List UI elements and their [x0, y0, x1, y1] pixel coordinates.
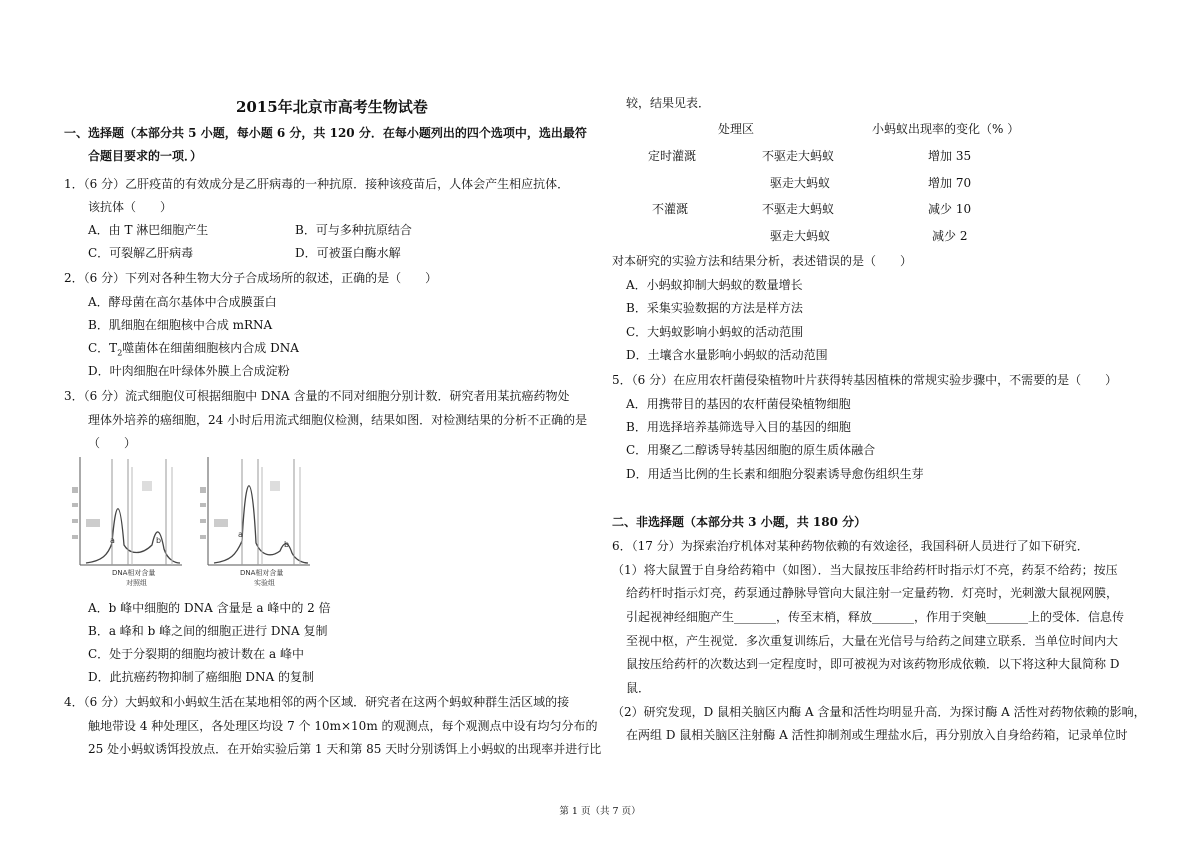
q4-option-c: C．大蚂蚁影响小蚂蚁的活动范围	[626, 325, 804, 339]
q3-option-c: C．处于分裂期的细胞均被计数在 a 峰中	[88, 647, 304, 661]
svg-text:a: a	[238, 530, 243, 539]
q6-part2-line: （2）研究发现，D 鼠相关脑区内酶 A 含量和活性均明显升高．为探讨酶 A 活性对药物依赖的影响，	[612, 705, 1146, 719]
page-title: 2015年北京市高考生物试卷	[236, 98, 428, 116]
q5-option-a: A．用携带目的基因的农杆菌侵染植物细胞	[626, 397, 851, 411]
q1-option-d: D．可被蛋白酶水解	[295, 246, 401, 260]
q4-option-b: B．采集实验数据的方法是样方法	[626, 301, 803, 315]
q6-part2-line: 在两组 D 鼠相关脑区注射酶 A 活性抑制剂或生理盐水后，再分别放入自身给药箱，记录单位时	[626, 728, 1128, 742]
table-row-group: 定时灌溉	[648, 149, 697, 163]
q2-option-c: C．$T_2$噬菌体在细菌细胞核内合成 DNA	[88, 341, 299, 358]
control-x-label: DNA相对含量	[112, 569, 156, 577]
q3-stem-cont: 理体外培养的癌细胞，24 小时后用流式细胞仪检测，结果如图．对检测结果的分析不正确的是	[88, 413, 588, 427]
q6-part1-line: 给药杆时指示灯亮，药泵通过静脉导管向大鼠注射一定量药物．灯亮时，光刺激大鼠视网膜，	[626, 586, 1119, 600]
q5-option-d: D．用适当比例的生长素和细胞分裂素诱导愈伤组织生芽	[626, 467, 924, 481]
section1-heading: 一、选择题（本部分共 5 小题，每小题 6 分，共 120 分．在每小题列出的四个选项中，选出最符	[64, 126, 587, 140]
section2-heading: 二、非选择题（本部分共 3 小题，共 180 分）	[612, 515, 867, 529]
q6-part1-line: 鼠按压给药杆的次数达到一定程度时，即可被视为对该药物形成依赖．以下将这种大鼠简称 D	[626, 657, 1120, 671]
table-row-change: 减少 2	[932, 229, 968, 243]
q6-part1-line: （1）将大鼠置于自身给药箱中（如图）．当大鼠按压非给药杆时指示灯不亮，药泵不给药；按压	[612, 563, 1118, 577]
table-row-treatment: 不驱走大蚂蚁	[762, 149, 835, 163]
table-row-change: 增加 35	[928, 149, 972, 163]
q5-option-b: B．用选择培养基筛选导入目的基因的细胞	[626, 420, 851, 434]
q6-part1-line: 鼠．	[626, 681, 651, 695]
table-row-change: 增加 70	[928, 176, 972, 190]
svg-text:b: b	[284, 540, 290, 549]
q6-stem: 6．（17 分）为探索治疗机体对某种药物依赖的有效途径，我国科研人员进行了如下研究．	[612, 539, 1089, 553]
q1-option-a: A．由 T 淋巴细胞产生	[88, 223, 209, 237]
q3-stem-cont2: （ ）	[88, 436, 137, 450]
q4-stem: 4．（6 分）大蚂蚁和小蚂蚁生活在某地相邻的两个区域．研究者在这两个蚂蚁种群生活区域的接	[64, 695, 570, 709]
table-row-treatment: 驱走大蚂蚁	[770, 229, 831, 243]
q3-stem: 3．（6 分）流式细胞仪可根据细胞中 DNA 含量的不同对细胞分别计数．研究者用某抗癌药物处	[64, 389, 570, 403]
q4-option-d: D．土壤含水量影响小蚂蚁的活动范围	[626, 348, 828, 362]
q2-stem: 2．（6 分）下列对各种生物大分子合成场所的叙述，正确的是（ ）	[64, 271, 438, 285]
experiment-sub-label: 实验组	[254, 579, 275, 587]
page-footer: 第 1 页（共 7 页）	[559, 806, 641, 817]
q3-option-b: B．a 峰和 b 峰之间的细胞正进行 DNA 复制	[88, 624, 328, 638]
q3-option-a: A．b 峰中细胞的 DNA 含量是 a 峰中的 2 倍	[88, 601, 331, 615]
q1-option-b: B．可与多种抗原结合	[295, 223, 412, 237]
experiment-x-label: DNA相对含量	[240, 569, 284, 577]
svg-text:b: b	[156, 536, 162, 545]
q4-stem-cont2: 25 处小蚂蚁诱饵投放点．在开始实验后第 1 天和第 85 天时分别诱饵上小蚂蚁的出现率并进行比	[88, 742, 602, 756]
histogram-control	[72, 457, 182, 587]
q2-option-b: B．肌细胞在细胞核中合成 mRNA	[88, 318, 273, 332]
table-row-group: 不灌溉	[652, 202, 689, 216]
q6-part1-line: 引起视神经细胞产生_______，传至末梢，释放_______，作用于突触_______上的受体．信息传	[626, 610, 1125, 624]
q1-stem-cont: 该抗体（ ）	[88, 200, 173, 214]
section1-heading-cont: 合题目要求的一项．）	[88, 149, 203, 163]
table-header-zone: 处理区	[718, 122, 755, 136]
q5-stem: 5．（6 分）在应用农杆菌侵染植物叶片获得转基因植株的常规实验步骤中，不需要的是（ ）	[612, 373, 1118, 387]
table-row-treatment: 不驱走大蚂蚁	[762, 202, 835, 216]
control-sub-label: 对照组	[126, 579, 147, 587]
q5-option-c: C．用聚乙二醇诱导转基因细胞的原生质体融合	[626, 443, 876, 457]
flow-cytometry-figure	[72, 457, 312, 593]
svg-text:a: a	[110, 536, 115, 545]
q2-option-a: A．酵母菌在高尔基体中合成膜蛋白	[88, 295, 277, 309]
histogram-experiment	[200, 457, 310, 587]
table-row-treatment: 驱走大蚂蚁	[770, 176, 831, 190]
q2-option-d: D．叶肉细胞在叶绿体外膜上合成淀粉	[88, 364, 290, 378]
q4-question: 对本研究的实验方法和结果分析，表述错误的是（ ）	[612, 254, 913, 268]
q6-part1-line: 至视中枢，产生视觉．多次重复训练后，大量在光信号与给药之间建立联系．当单位时间内大	[626, 634, 1119, 648]
q1-stem: 1．（6 分）乙肝疫苗的有效成分是乙肝病毒的一种抗原．接种该疫苗后，人体会产生相应抗体．	[64, 177, 570, 191]
q4-stem-cont: 触地带设 4 种处理区，各处理区均设 7 个 10m×10m 的观测点，每个观测点中设有均匀分布的	[88, 719, 598, 733]
q4-stem-cont3: 较，结果见表．	[626, 96, 711, 110]
q1-option-c: C．可裂解乙肝病毒	[88, 246, 194, 260]
q4-option-a: A．小蚂蚁抑制大蚂蚁的数量增长	[626, 278, 803, 292]
table-row-change: 减少 10	[928, 202, 972, 216]
q3-option-d: D．此抗癌药物抑制了癌细胞 DNA 的复制	[88, 670, 315, 684]
table-header-change: 小蚂蚁出现率的变化（% ）	[872, 122, 1020, 136]
